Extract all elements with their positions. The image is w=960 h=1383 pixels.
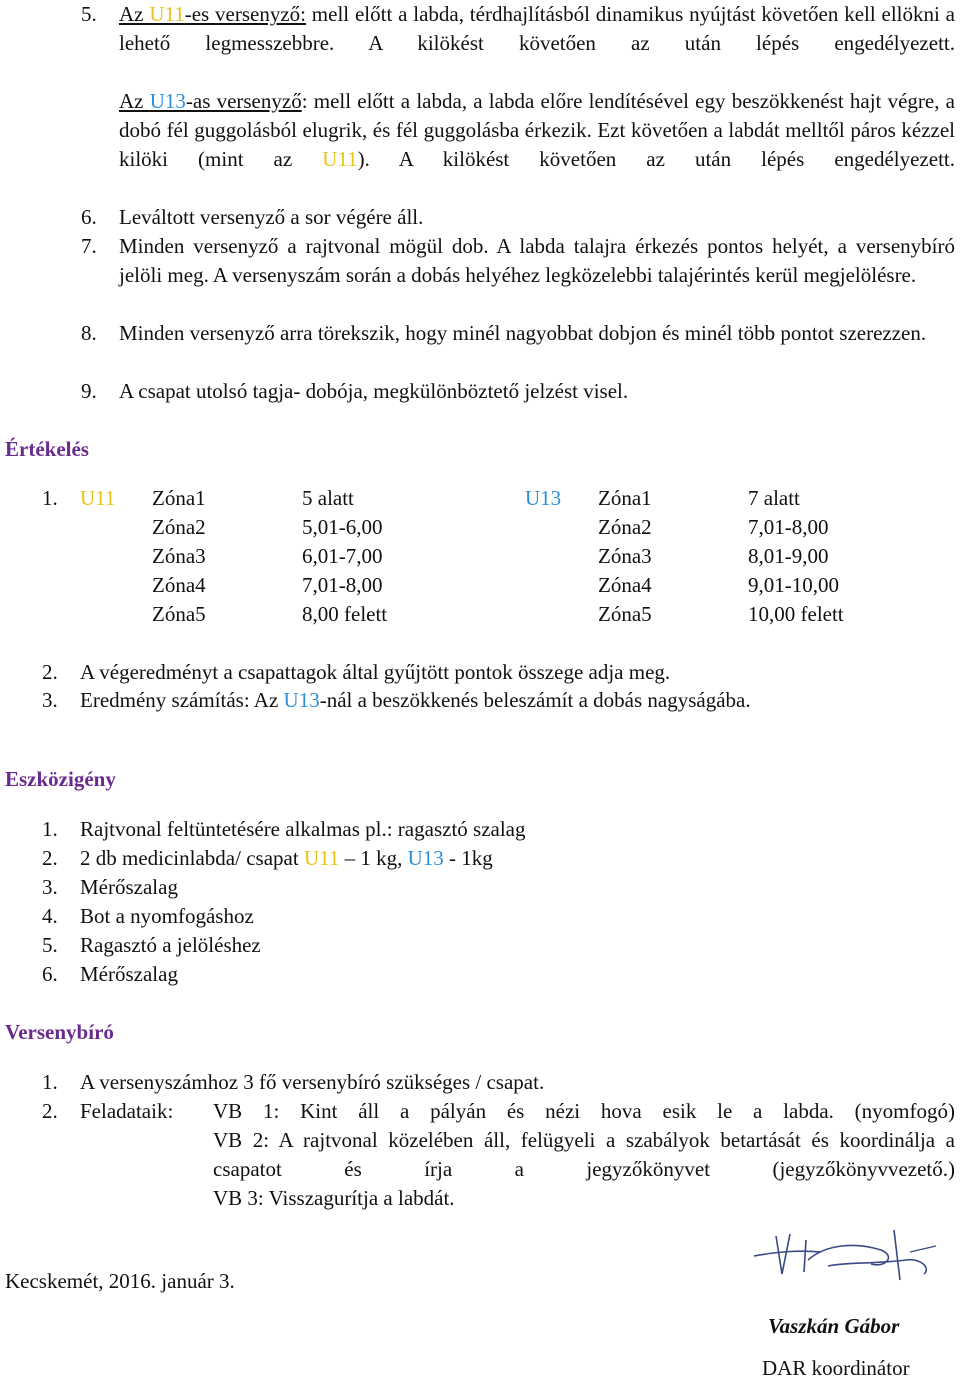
- referee-vb2: VB 2: A rajtvonal közelében áll, felügyeli a szabályok betartását és koordinálja a csapatot és írja a jegyzőkönyvet (jegyzőkönyvvezető.): [213, 1128, 955, 1181]
- u11-zone-name: Zóna3: [152, 544, 206, 568]
- referee-vb3: VB 3: Visszagurítja a labdát.: [213, 1186, 455, 1210]
- u13-zone-name: Zóna3: [598, 544, 652, 568]
- equipment-item-text: Bot a nyomfogáshoz: [80, 904, 254, 928]
- item-7-text: Minden versenyző a rajtvonal mögül dob. A labda talajra érkezés pontos helyét, a versenybíró jelöli meg. A versenyszám során a dobás helyéhez legközelebbi talajérintés kerül megjelölésre.: [119, 234, 955, 287]
- referee-item-2-number: 2.: [42, 1099, 58, 1123]
- equipment-item-number: 5.: [42, 933, 58, 957]
- signer-name: Vaszkán Gábor: [768, 1314, 900, 1338]
- evaluation-item-1-number: 1.: [42, 486, 58, 510]
- u11-zone-range: 5,01-6,00: [302, 515, 383, 539]
- signer-title: DAR koordinátor: [762, 1356, 910, 1380]
- item-8-text: Minden versenyző arra törekszik, hogy minél nagyobbat dobjon és minél több pontot szerezzen.: [119, 321, 927, 345]
- item-9-number: 9.: [81, 379, 97, 403]
- u11-zone-range: 7,01-8,00: [302, 573, 383, 597]
- u13-zone-range: 8,01-9,00: [748, 544, 829, 568]
- equipment-heading: Eszközigény: [5, 767, 116, 791]
- equipment-item-number: 2.: [42, 846, 58, 870]
- item-9-text: A csapat utolsó tagja- dobója, megkülönböztető jelzést visel.: [119, 379, 629, 403]
- u11-zone-name: Zóna4: [152, 573, 206, 597]
- u13-tag: U13: [283, 688, 320, 712]
- evaluation-heading: Értékelés: [5, 437, 89, 461]
- u13-label: U13: [525, 486, 562, 510]
- u11-zone-range: 8,00 felett: [302, 602, 388, 626]
- u11-zone-range: 6,01-7,00: [302, 544, 383, 568]
- u13-zone-name: Zóna2: [598, 515, 652, 539]
- equipment-item-text: Mérőszalag: [80, 875, 178, 899]
- u13-tag: U13: [149, 89, 186, 113]
- equipment-item-text: 2 db medicinlabda/ csapat U11 – 1 kg, U13 - 1kg: [80, 846, 493, 870]
- u13-zone-name: Zóna1: [598, 486, 652, 510]
- item-5-u13-paragraph: Az U13-as versenyző: mell előtt a labda, a labda előre lendítésével egy beszökkenést hajt végre, a dobó fél guggolásból elugrik, és fél guggolásba érkezik. Ezt követően a labdát melltől páros kézzel kilöki (mint az U11). A kilökést követően az után lépés engedélyezett.: [119, 89, 955, 171]
- item-8-number: 8.: [81, 321, 97, 345]
- u13-zone-name: Zóna5: [598, 602, 652, 626]
- item-5-number: 5.: [81, 2, 97, 26]
- u11-zone-name: Zóna2: [152, 515, 206, 539]
- u11-tag: U11: [149, 2, 185, 26]
- u11-zone-name: Zóna1: [152, 486, 206, 510]
- equipment-item-number: 6.: [42, 962, 58, 986]
- equipment-item-number: 3.: [42, 875, 58, 899]
- item-7-number: 7.: [81, 234, 97, 258]
- u11-tag: U11: [322, 147, 358, 171]
- u13-tag: U13: [407, 846, 444, 870]
- referee-item-1-number: 1.: [42, 1070, 58, 1094]
- item-6-number: 6.: [81, 205, 97, 229]
- u11-label: U11: [80, 486, 116, 510]
- referee-tasks-label: Feladataik:: [80, 1099, 174, 1123]
- item-6-text: Leváltott versenyző a sor végére áll.: [119, 205, 424, 229]
- u11-zone-range: 5 alatt: [302, 486, 354, 510]
- evaluation-item-2-number: 2.: [42, 660, 58, 684]
- place-date: Kecskemét, 2016. január 3.: [5, 1269, 235, 1293]
- evaluation-item-3-text: Eredmény számítás: Az U13-nál a beszökkenés beleszámít a dobás nagyságába.: [80, 688, 751, 712]
- u11-zone-name: Zóna5: [152, 602, 206, 626]
- equipment-item-number: 1.: [42, 817, 58, 841]
- item-5-u11-paragraph: Az U11-es versenyző: mell előtt a labda, térdhajlításból dinamikus nyújtást követően kell ellökni a lehető legmesszebbre. A kilökést követően az után lépés engedélyezett.: [119, 2, 955, 55]
- referee-vb1: VB 1: Kint áll a pályán és nézi hova esik le a labda. (nyomfogó): [213, 1099, 955, 1123]
- evaluation-item-2-text: A végeredményt a csapattagok által gyűjtött pontok összege adja meg.: [80, 660, 671, 684]
- signature-image: [746, 1216, 942, 1288]
- u13-zone-range: 10,00 felett: [748, 602, 844, 626]
- u13-zone-range: 7 alatt: [748, 486, 800, 510]
- referee-item-1-text: A versenyszámhoz 3 fő versenybíró szükséges / csapat.: [80, 1070, 545, 1094]
- referee-heading: Versenybíró: [5, 1020, 114, 1044]
- u13-zone-range: 9,01-10,00: [748, 573, 839, 597]
- equipment-item-text: Mérőszalag: [80, 962, 178, 986]
- equipment-item-text: Rajtvonal feltüntetésére alkalmas pl.: ragasztó szalag: [80, 817, 526, 841]
- u13-zone-range: 7,01-8,00: [748, 515, 829, 539]
- evaluation-item-3-number: 3.: [42, 688, 58, 712]
- equipment-item-number: 4.: [42, 904, 58, 928]
- u11-tag: U11: [303, 846, 340, 870]
- u13-zone-name: Zóna4: [598, 573, 652, 597]
- equipment-item-text: Ragasztó a jelöléshez: [80, 933, 261, 957]
